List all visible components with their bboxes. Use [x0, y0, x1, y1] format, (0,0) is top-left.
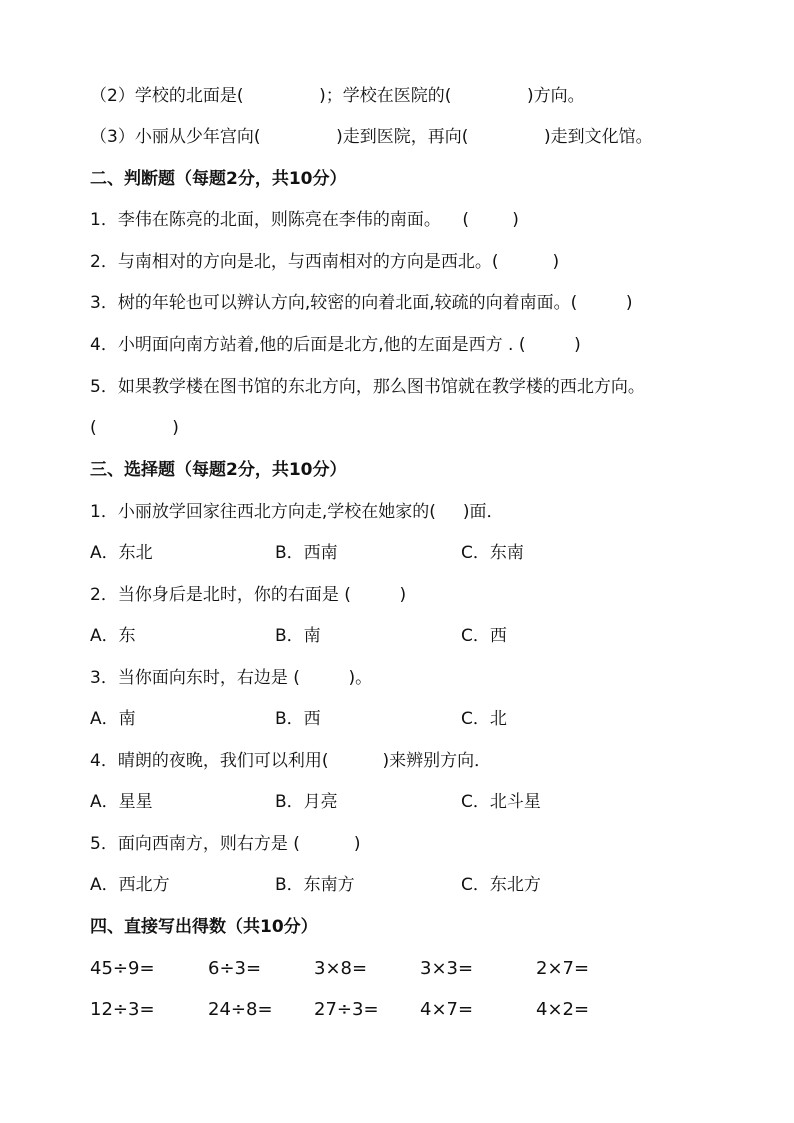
choice-1-option-a: A．东北	[90, 543, 153, 563]
calc-item: 4×2=	[536, 999, 590, 1020]
calc-item: 4×7=	[420, 999, 474, 1020]
choice-5-option-c: C．东北方	[461, 875, 541, 895]
choice-question-3: 3．当你面向东时，右边是 ( )。	[90, 668, 373, 688]
choice-1-option-b: B．西南	[275, 543, 338, 563]
judgment-item-1: 1．李伟在陈亮的北面，则陈亮在李伟的南面。 ( )	[90, 210, 519, 230]
choice-2-option-a: A．东	[90, 626, 136, 646]
choice-2-option-c: C．西	[461, 626, 507, 646]
choice-4-option-b: B．月亮	[275, 792, 338, 812]
section-2-title: 二、判断题（每题2分，共10分）	[90, 169, 347, 189]
judgment-item-2: 2．与南相对的方向是北，与西南相对的方向是西北。( )	[90, 252, 560, 272]
choice-3-option-c: C．北	[461, 709, 507, 729]
calc-item: 3×8=	[314, 958, 368, 979]
judgment-item-5-blank: ( )	[90, 418, 179, 438]
choice-question-2: 2．当你身后是北时，你的右面是 ( )	[90, 585, 407, 605]
choice-question-1: 1．小丽放学回家往西北方向走,学校在她家的( )面．	[90, 502, 504, 522]
choice-3-option-b: B．西	[275, 709, 321, 729]
choice-4-option-c: C．北斗星	[461, 792, 541, 812]
choice-question-5: 5．面向西南方，则右方是 ( )	[90, 834, 361, 854]
choice-3-option-a: A．南	[90, 709, 136, 729]
choice-4-option-a: A．星星	[90, 792, 153, 812]
section-4-title: 四、直接写出得数（共10分）	[90, 917, 318, 937]
choice-question-4: 4．晴朗的夜晚，我们可以利用( )来辨别方向．	[90, 751, 492, 771]
calc-item: 27÷3=	[314, 999, 379, 1020]
calc-item: 12÷3=	[90, 999, 155, 1020]
calc-item: 24÷8=	[208, 999, 273, 1020]
choice-5-option-b: B．东南方	[275, 875, 355, 895]
question-3: （3）小丽从少年宫向( )走到医院，再向( )走到文化馆。	[90, 127, 653, 147]
question-2: （2）学校的北面是( )；学校在医院的( )方向。	[90, 86, 585, 106]
calc-item: 6÷3=	[208, 958, 262, 979]
choice-2-option-b: B．南	[275, 626, 321, 646]
choice-1-option-c: C．东南	[461, 543, 524, 563]
calc-item: 3×3=	[420, 958, 474, 979]
calc-item: 2×7=	[536, 958, 590, 979]
judgment-item-4: 4．小明面向南方站着,他的后面是北方,他的左面是西方 . ( )	[90, 335, 581, 355]
judgment-item-3: 3．树的年轮也可以辨认方向,较密的向着北面,较疏的向着南面。( )	[90, 293, 633, 313]
calc-item: 45÷9=	[90, 958, 155, 979]
judgment-item-5: 5．如果教学楼在图书馆的东北方向，那么图书馆就在教学楼的西北方向。	[90, 377, 645, 397]
section-3-title: 三、选择题（每题2分，共10分）	[90, 460, 347, 480]
choice-5-option-a: A．西北方	[90, 875, 170, 895]
